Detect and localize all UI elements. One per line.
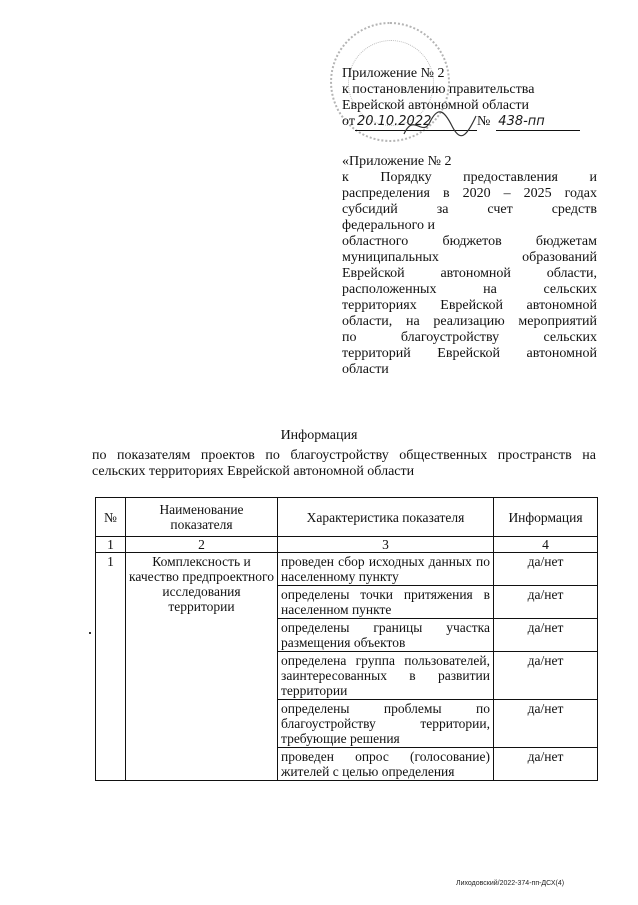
quote-line: к Порядку предоставления и	[342, 170, 597, 185]
quote-line: территорий Еврейской автономной	[342, 346, 597, 361]
number-prefix: №	[476, 114, 491, 129]
indicator-information: да/нет	[494, 619, 598, 652]
subtitle-line-2: сельских территориях Еврейской автономной области	[92, 464, 415, 479]
header-information: Информация	[494, 498, 598, 537]
quote-line: распределения в 2020 – 2025 годах	[342, 186, 597, 201]
row-number: 1	[96, 553, 126, 781]
subtitle-line-1: по показателям проектов по благоустройству общественных пространств на	[92, 448, 596, 463]
table-row	[96, 553, 598, 586]
quoted-appendix-reference	[342, 154, 597, 378]
quote-line: областного бюджетов бюджетам	[342, 234, 597, 249]
appendix-title: Приложение № 2	[342, 66, 445, 81]
quote-line: территориях Еврейской автономной	[342, 298, 597, 313]
indicator-name: Комплексность и качество предпроектного исследования территории	[126, 553, 278, 781]
signature-mark	[400, 104, 480, 144]
scan-speck	[89, 632, 91, 634]
header-number: №	[96, 498, 126, 537]
handwritten-date: 20.10.2022	[355, 114, 477, 131]
quote-line: области, на реализацию мероприятий	[342, 314, 597, 329]
quote-line: федерального и	[342, 218, 436, 233]
indicator-characteristic: определены точки притяжения в населенном пункте	[278, 586, 494, 619]
indicator-characteristic: определена группа пользователей, заинтересованных в развитии территории	[278, 652, 494, 700]
indicator-characteristic: определены границы участка размещения объектов	[278, 619, 494, 652]
header-indicator-name: Наименование показателя	[126, 498, 278, 537]
handwritten-number: 438-пп	[496, 114, 580, 131]
quote-line: «Приложение № 2	[342, 154, 452, 169]
appendix-line-2: к постановлению правительства	[342, 82, 535, 97]
indicator-characteristic: определены проблемы по благоустройству территории, требующие решения	[278, 700, 494, 748]
document-title: Информация	[280, 428, 358, 443]
table-header-row	[96, 498, 598, 537]
column-number: 2	[126, 537, 278, 553]
header-indicator-characteristic: Характеристика показателя	[278, 498, 494, 537]
column-number: 1	[96, 537, 126, 553]
appendix-line-3: Еврейской автономной области	[342, 98, 529, 113]
quote-line: по благоустройству сельских	[342, 330, 597, 345]
column-numbering-row	[96, 537, 598, 553]
indicator-characteristic: проведен сбор исходных данных по населенному пункту	[278, 553, 494, 586]
quote-line: субсидий за счет средств	[342, 202, 597, 217]
quote-line: области	[342, 362, 389, 377]
document-subtitle	[92, 448, 596, 480]
indicator-information: да/нет	[494, 586, 598, 619]
column-number: 4	[494, 537, 598, 553]
indicator-characteristic: проведен опрос (голосование) жителей с целью определения	[278, 748, 494, 781]
quote-line: расположенных на сельских	[342, 282, 597, 297]
date-prefix: от	[342, 114, 355, 129]
indicator-information: да/нет	[494, 652, 598, 700]
indicators-table	[95, 497, 598, 781]
document-footer-code: Лиходовский/2022-374-пп-ДСХ(4)	[456, 880, 565, 887]
quote-line: муниципальных образований	[342, 250, 597, 265]
indicator-information: да/нет	[494, 553, 598, 586]
quote-line: Еврейской автономной области,	[342, 266, 597, 281]
indicator-information: да/нет	[494, 700, 598, 748]
indicator-information: да/нет	[494, 748, 598, 781]
column-number: 3	[278, 537, 494, 553]
